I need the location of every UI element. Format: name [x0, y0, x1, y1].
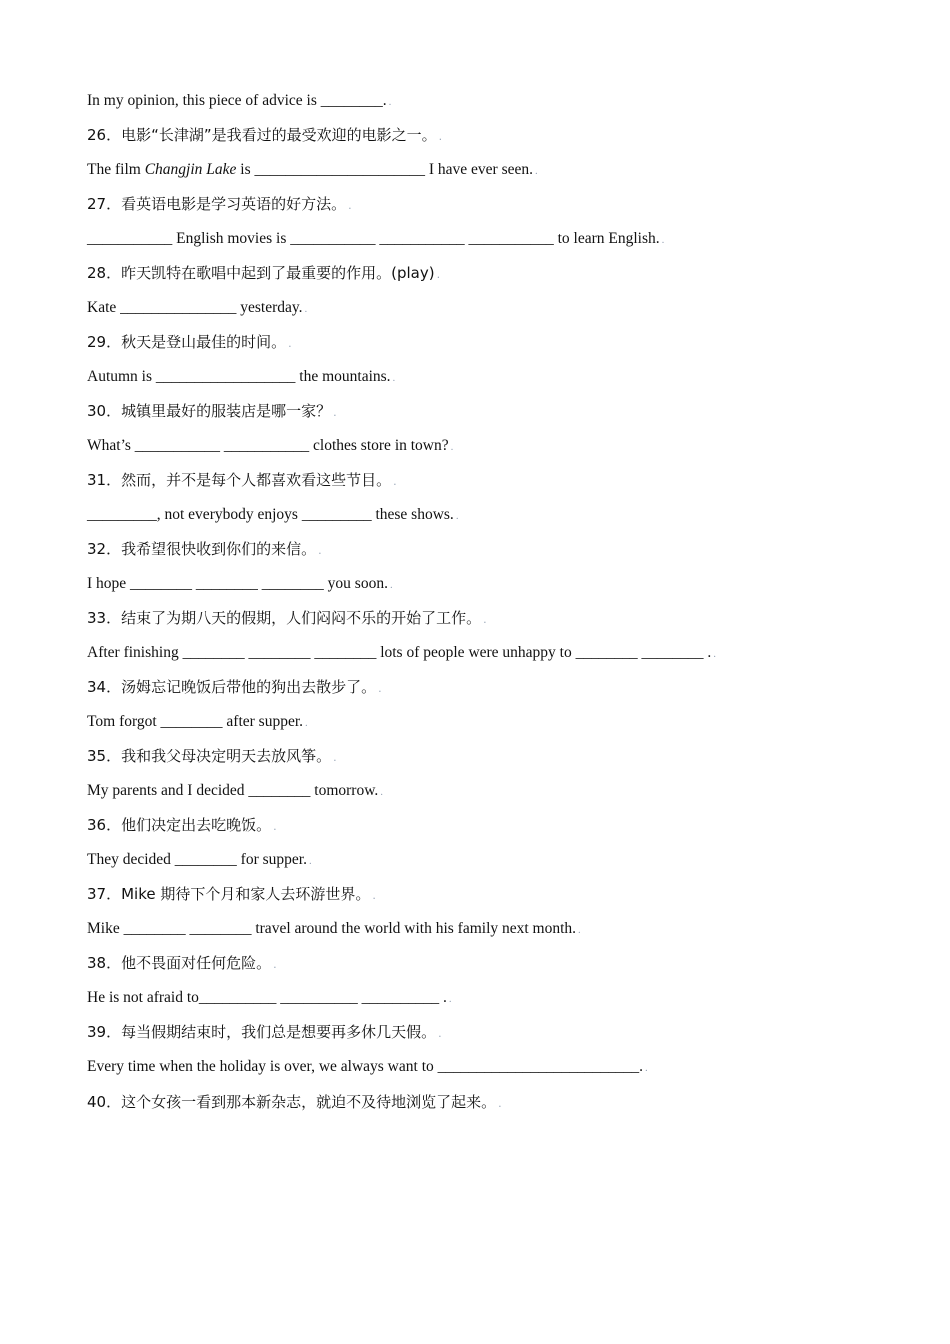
answer-line: Autumn is __________________ the mountains. . [87, 368, 396, 385]
answer-line: ___________ English movies is ___________ ___________ ___________ to learn English. . [87, 230, 665, 247]
answer-line: In my opinion, this piece of advice is ________. . [87, 92, 392, 109]
question-line: 32．我希望很快收到你们的来信。 . [87, 540, 322, 558]
answer-line: Every time when the holiday is over, we always want to __________________________. . [87, 1058, 648, 1075]
question-line: 39．每当假期结束时，我们总是想要再多休几天假。 . [87, 1023, 442, 1041]
answer-line: Tom forgot ________ after supper. . [87, 713, 308, 730]
answer-line: Mike ________ ________ travel around the world with his family next month. . [87, 920, 581, 937]
question-line: 29．秋天是登山最佳的时间。 . [87, 333, 292, 351]
answer-line: I hope ________ ________ ________ you soon. . [87, 575, 393, 592]
question-line: 31．然而，并不是每个人都喜欢看这些节目。 . [87, 471, 397, 489]
question-line: 28．昨天凯特在歌唱中起到了最重要的作用。(play) . [87, 264, 441, 282]
question-line: 37．Mike 期待下个月和家人去环游世界。 . [87, 885, 376, 903]
film-title: Changjin Lake [144, 161, 237, 178]
answer-line: What’s ___________ ___________ clothes store in town? . [87, 437, 454, 454]
question-line: 33．结束了为期八天的假期，人们闷闷不乐的开始了工作。 . [87, 609, 487, 627]
answer-line: My parents and I decided ________ tomorrow. . [87, 782, 384, 799]
question-line: 36．他们决定出去吃晚饭。 . [87, 816, 277, 834]
question-line: 38．他不畏面对任何危险。 . [87, 954, 277, 972]
question-line: 27．看英语电影是学习英语的好方法。 . [87, 195, 352, 213]
answer-line: They decided ________ for supper. . [87, 851, 312, 868]
answer-line: After finishing ________ ________ ________ lots of people were unhappy to ________ ________ . . [87, 644, 716, 661]
answer-line: _________, not everybody enjoys _________ these shows. . [87, 506, 459, 523]
answer-line: He is not afraid to__________ __________ __________ . . [87, 989, 452, 1006]
question-line: 34．汤姆忘记晚饭后带他的狗出去散步了。 . [87, 678, 382, 696]
answer-line: The film Changjin Lake is ______________________ I have ever seen. . [87, 161, 538, 178]
question-line: 26．电影“长津湖”是我看过的最受欢迎的电影之一。 . [87, 126, 443, 144]
question-line: 40．这个女孩一看到那本新杂志，就迫不及待地浏览了起来。 . [87, 1093, 502, 1111]
question-line: 30．城镇里最好的服装店是哪一家？ . [87, 402, 337, 420]
answer-line: Kate _______________ yesterday. . [87, 299, 308, 316]
question-line: 35．我和我父母决定明天去放风筝。 . [87, 747, 337, 765]
